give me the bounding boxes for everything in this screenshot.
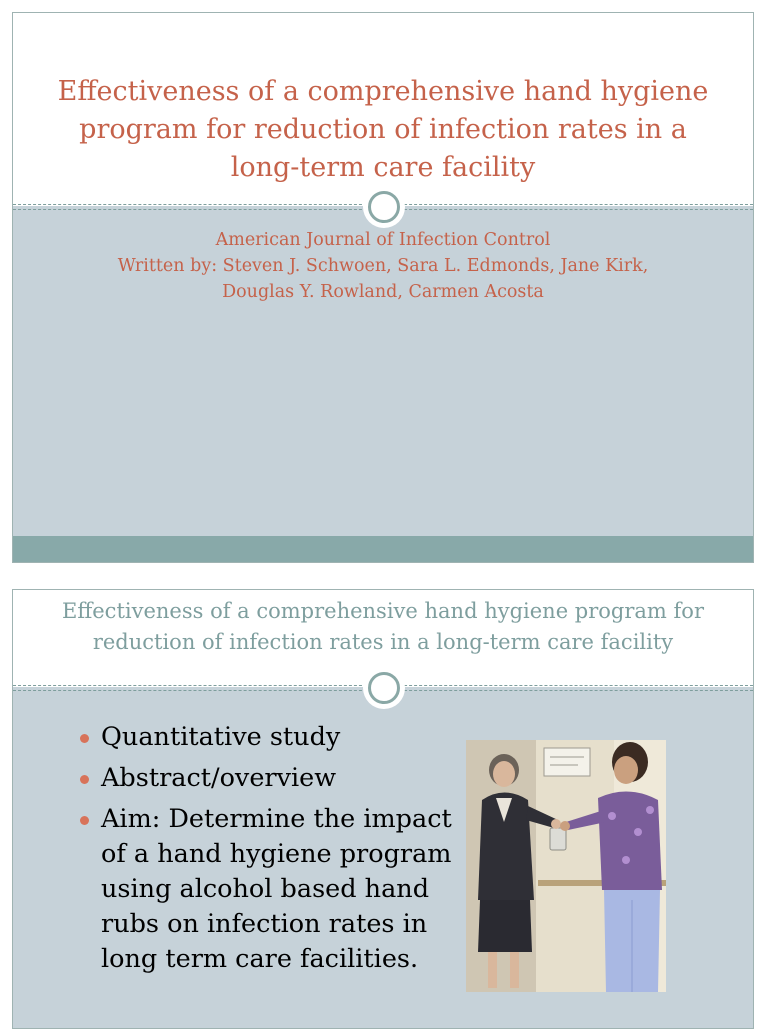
bullet-text: Aim: Determine the impact of a hand hygiene program using alcohol based hand rubs on infection rates in long term care facilities. [101, 804, 452, 974]
footer-band [13, 536, 753, 562]
title-band [13, 13, 753, 206]
bullet-item [75, 720, 455, 755]
photo-two-women-hand-sanitizer-icon [466, 740, 666, 992]
bullet-item [75, 802, 455, 977]
slide-title: Effectiveness of a comprehensive hand hygiene program for reduction of infection rates in a long-term care facility [57, 76, 709, 183]
bullet-icon [80, 734, 89, 743]
circle-ornament-icon [363, 186, 405, 228]
slide-title: Effectiveness of a comprehensive hand hygiene program for reduction of infection rates in a long-term care facility [62, 599, 704, 654]
title-slide [12, 12, 754, 563]
bullet-text: Abstract/overview [101, 763, 337, 793]
bullet-item [75, 761, 455, 796]
bullet-icon [80, 816, 89, 825]
journal-name: American Journal of Infection Control [215, 230, 551, 250]
authors-line: Douglas Y. Rowland, Carmen Acosta [222, 282, 544, 302]
content-slide [12, 589, 754, 1029]
circle-ornament-icon [363, 667, 405, 709]
bullet-text: Quantitative study [101, 722, 341, 752]
slide-subtitle [43, 227, 723, 305]
bullet-icon [80, 775, 89, 784]
authors-line: Written by: Steven J. Schwoen, Sara L. Edmonds, Jane Kirk, [117, 256, 649, 276]
bullet-list [75, 720, 455, 983]
